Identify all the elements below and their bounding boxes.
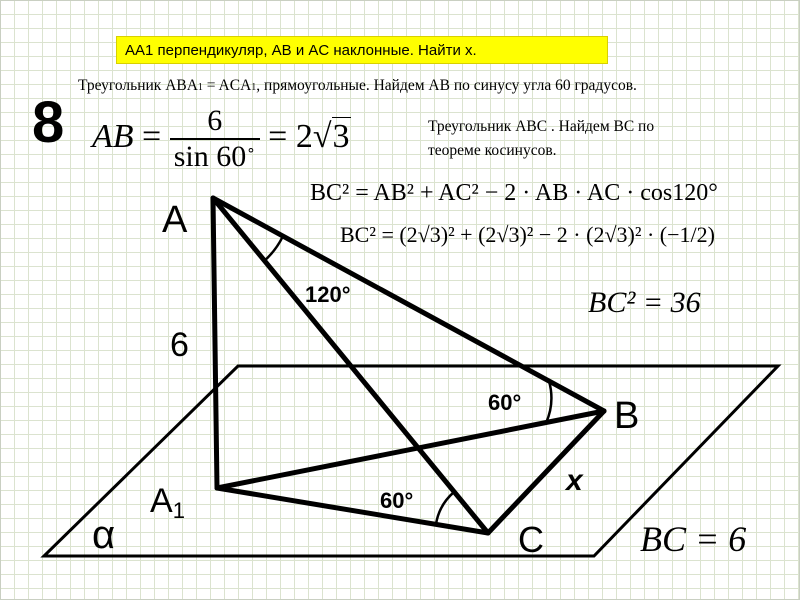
formula-ab-coefficient: 2 xyxy=(295,117,313,155)
label-plane: α xyxy=(92,513,116,557)
formula-ab-radicand: 3 xyxy=(332,117,350,155)
label-angle-c: 60° xyxy=(380,488,414,513)
angle-arc-c xyxy=(436,492,454,524)
text-right-triangles: , прямоугольные. Найдем AB по синусу угла 60 градусов. xyxy=(256,77,637,94)
formula-bc-answer: BC = 6 xyxy=(640,519,747,559)
plane-alpha xyxy=(44,366,778,556)
angle-arc-b xyxy=(546,381,551,423)
label-angle-b: 60° xyxy=(488,390,522,415)
problem-statement: AA1 перпендикуляр, AB и AC наклонные. Найти x. xyxy=(125,42,477,59)
label-point-a: A xyxy=(162,199,188,241)
text-equals-aca1: = ACA xyxy=(202,77,252,94)
formula-cosine-substitution: BC² = (2√3)² + (2√3)² − 2 · (2√3)² · (−1/2) xyxy=(340,222,715,247)
segment-a1c xyxy=(217,488,488,533)
label-point-a1: A1 xyxy=(150,482,185,523)
label-side-bc: x xyxy=(566,464,583,497)
fraction-denominator: sin 60∘ xyxy=(170,138,260,174)
label-point-c: C xyxy=(518,519,544,560)
angle-arc-a xyxy=(263,236,283,262)
label-angle-a: 120° xyxy=(305,282,351,307)
fraction-numerator: 6 xyxy=(207,104,223,137)
segment-ab xyxy=(213,198,604,411)
subscript: 1 xyxy=(251,82,257,93)
label-side-aa1: 6 xyxy=(170,326,189,364)
formula-ab-lhs: AB xyxy=(92,117,134,155)
label-point-b: B xyxy=(614,395,640,437)
text-triangle-aba1: Треугольник ABA xyxy=(78,77,198,94)
formula-cosine-law: BC² = AB² + AC² − 2 · AB · AC · cos120° xyxy=(310,180,718,206)
segment-aa1 xyxy=(213,198,217,488)
subscript: 1 xyxy=(197,82,203,93)
solution-step-2-line2: теореме косинусов. xyxy=(428,142,557,159)
solution-step-2-line1: Треугольник ABC . Найдем BC по xyxy=(428,118,655,135)
formula-ab: AB = $\frac{6}{\sin 60^\circ}$ = 2√3 xyxy=(92,104,350,173)
formula-bc-squared: BC² = 36 xyxy=(588,286,701,319)
problem-number: 8 xyxy=(32,90,65,155)
